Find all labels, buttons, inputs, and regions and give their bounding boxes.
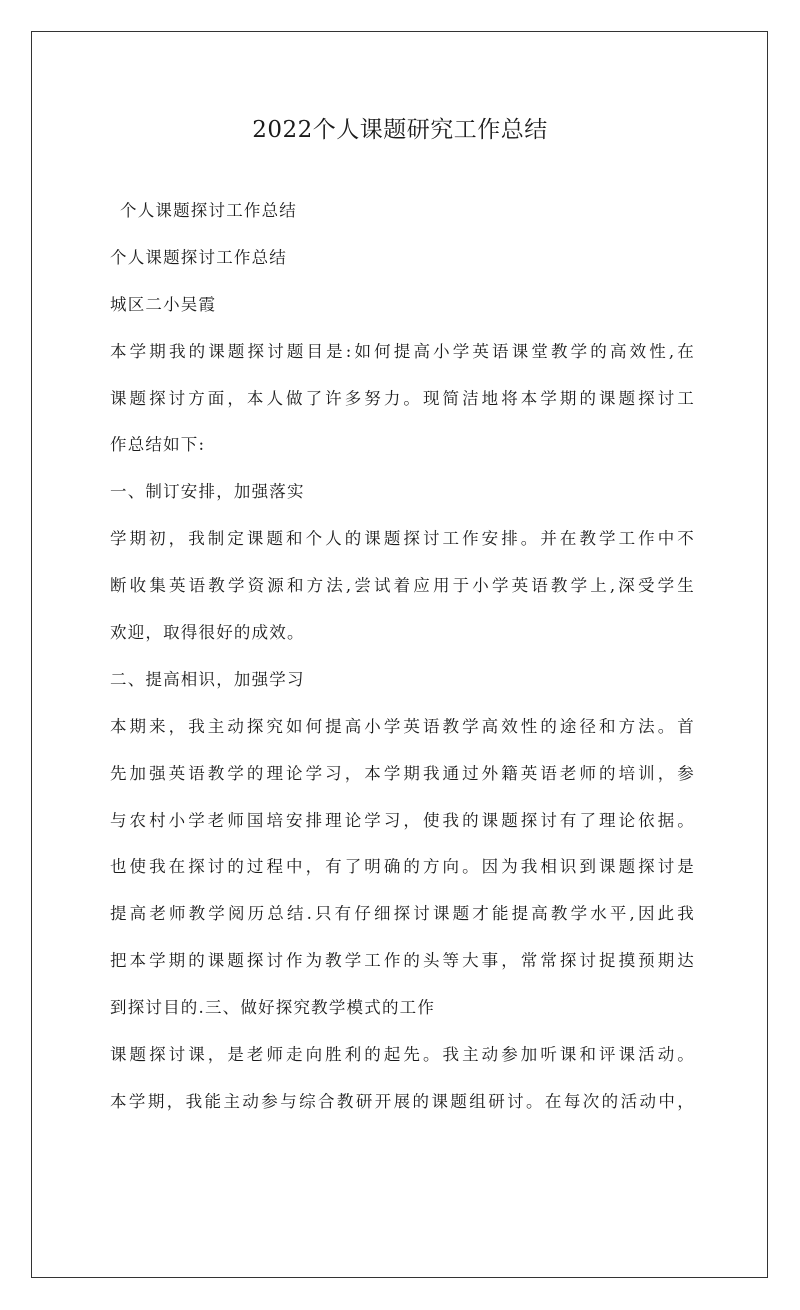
body-line: 断收集英语教学资源和方法,尝试着应用于小学英语教学上,深受学生 [110,576,695,596]
body-line: 城区二小吴霞 [110,294,217,314]
document-title: 2022个人课题研究工作总结 [252,117,548,143]
body-line: 课题探讨方面，本人做了许多努力。现简洁地将本学期的课题探讨工 [110,388,695,408]
body-line: 也使我在探讨的过程中，有了明确的方向。因为我相识到课题探讨是 [110,857,695,877]
body-line: 个人课题探讨工作总结 [110,247,287,267]
body-line: 本学期，我能主动参与综合教研开展的课题组研讨。在每次的活动中， [110,1091,695,1111]
body-line: 本期来，我主动探究如何提高小学英语教学高效性的途径和方法。首 [110,716,695,736]
body-line: 先加强英语教学的理论学习，本学期我通过外籍英语老师的培训，参 [110,763,695,783]
body-line: 学期初，我制定课题和个人的课题探讨工作安排。并在教学工作中不 [110,529,695,549]
body-line: 把本学期的课题探讨作为教学工作的头等大事，常常探讨捉摸预期达 [110,951,695,971]
body-line: 个人课题探讨工作总结 [120,201,297,220]
body-line: 二、提高相识，加强学习 [110,669,305,689]
body-line: 到探讨目的.三、做好探究教学模式的工作 [110,998,436,1018]
body-line: 课题探讨课，是老师走向胜利的起先。我主动参加听课和评课活动。 [110,1045,695,1065]
body-line: 作总结如下: [110,435,206,455]
body-line: 与农村小学老师国培安排理论学习，使我的课题探讨有了理论依据。 [110,810,695,830]
body-line: 一、制订安排，加强落实 [110,482,305,502]
body-line: 本学期我的课题探讨题目是:如何提高小学英语课堂教学的高效性,在 [110,341,695,361]
body-line: 欢迎，取得很好的成效。 [110,623,305,643]
body-line: 提高老师教学阅历总结.只有仔细探讨课题才能提高教学水平,因此我 [110,904,695,924]
document-body [110,188,695,1126]
